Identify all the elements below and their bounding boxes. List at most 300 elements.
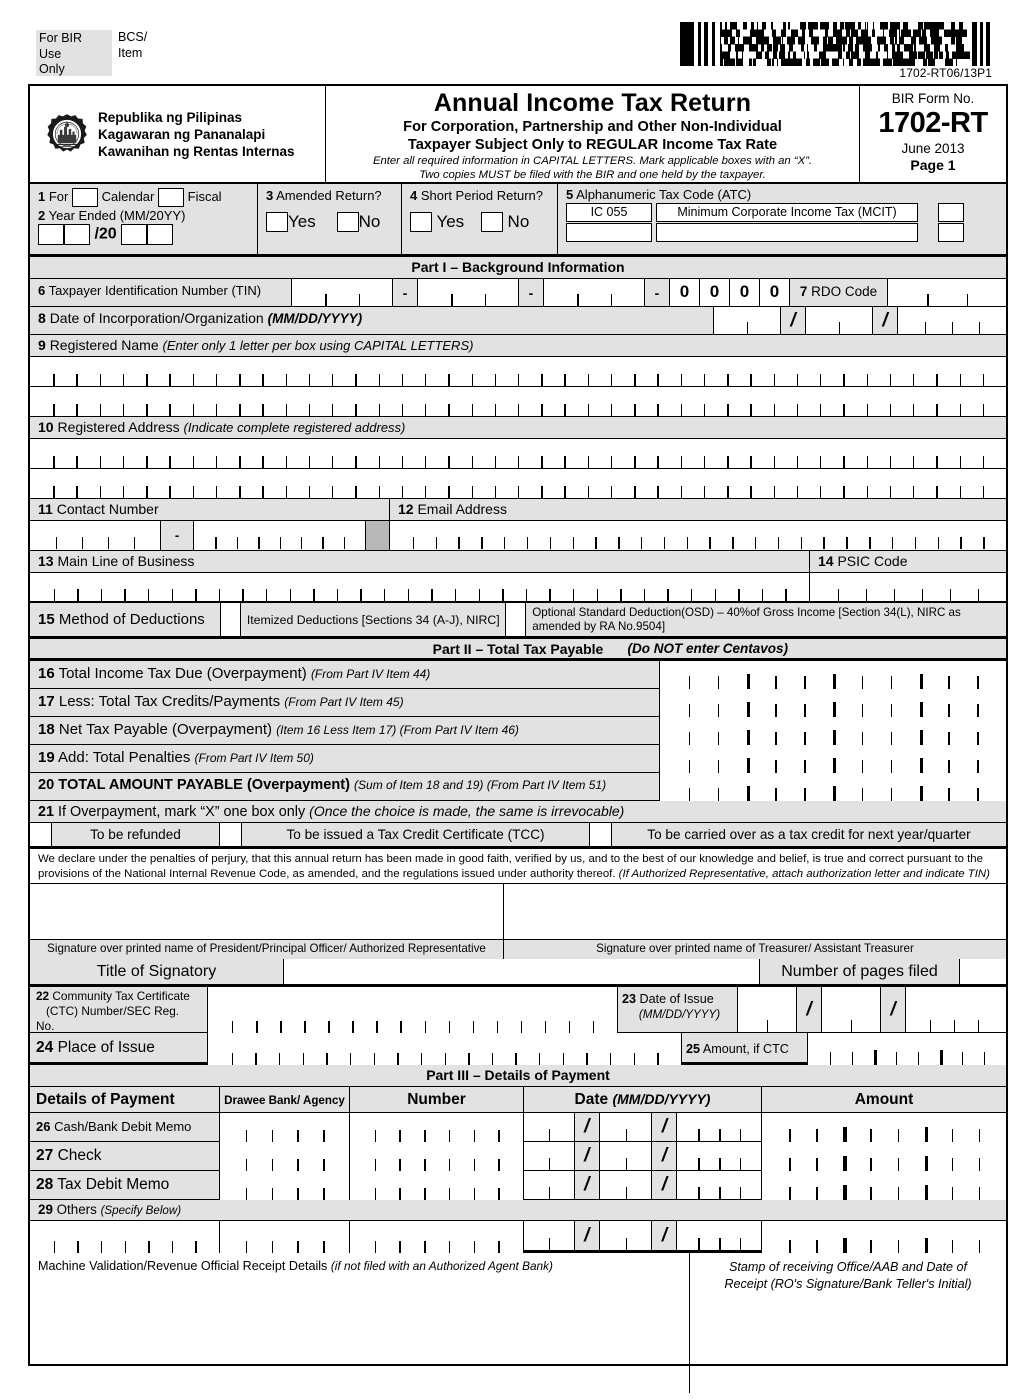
box-divider	[927, 294, 928, 306]
box-divider	[352, 1021, 353, 1033]
box-divider	[195, 1241, 196, 1253]
box-divider	[797, 486, 798, 498]
others-amount-strip[interactable]	[762, 1221, 1006, 1253]
footer-stamp-area	[30, 1253, 1006, 1393]
box-divider	[833, 758, 836, 773]
box-divider	[309, 456, 310, 468]
box-divider	[930, 1020, 931, 1032]
box-divider	[913, 404, 914, 416]
ctc-date-month[interactable]	[738, 987, 796, 1032]
item-15-row	[30, 603, 1006, 639]
item-13-label: Main Line of Business	[57, 553, 195, 569]
item-17-number: 17	[38, 693, 55, 710]
signature-captions-row	[30, 940, 1006, 959]
box-divider	[146, 486, 147, 498]
box-divider	[564, 486, 565, 498]
item-25-label-cell	[682, 1033, 808, 1062]
box-divider	[297, 1188, 298, 1200]
item-26-date-slash-1: /	[574, 1113, 600, 1141]
box-divider	[936, 486, 937, 498]
box-divider	[626, 1238, 627, 1250]
main-line-of-business-strip[interactable]	[30, 573, 810, 601]
refund-checkbox[interactable]	[30, 823, 52, 846]
box-divider	[518, 374, 519, 386]
box-divider	[424, 1241, 425, 1253]
item-27-date-day[interactable]	[600, 1142, 652, 1170]
form-no-value: 1702-RT	[878, 107, 988, 139]
item-18-amount-strip[interactable]	[660, 717, 1006, 745]
box-divider	[458, 537, 459, 549]
box-divider	[375, 1159, 376, 1171]
agency-line-2: Kagawaran ng Pananalapi	[98, 126, 266, 142]
item-28-number: 28	[36, 1176, 54, 1193]
item-26-amount-strip[interactable]	[762, 1113, 1006, 1142]
box-divider	[960, 404, 961, 416]
item-28-amount-strip[interactable]	[762, 1171, 1006, 1200]
box-divider	[564, 374, 565, 386]
col-date	[524, 1087, 762, 1112]
year-ended-yy-box-1[interactable]	[121, 224, 147, 245]
box-divider	[727, 486, 728, 498]
email-address-strip[interactable]	[390, 521, 1006, 549]
top-strip	[0, 0, 1035, 82]
item-18-reference: (Item 16 Less Item 17) (From Part IV Item 46)	[276, 723, 519, 737]
box-divider	[449, 1021, 450, 1033]
item-28-date-month[interactable]	[524, 1171, 574, 1199]
box-divider	[846, 537, 847, 549]
box-divider	[689, 732, 690, 745]
item-21-label-row	[30, 801, 1006, 823]
form-header	[30, 86, 1006, 184]
box-divider	[870, 1129, 871, 1142]
box-divider	[611, 404, 612, 416]
box-divider	[272, 1130, 273, 1142]
item-16-amount-strip[interactable]	[660, 661, 1006, 689]
amended-yes-checkbox[interactable]	[266, 212, 288, 232]
box-divider	[448, 486, 449, 498]
box-divider	[242, 589, 243, 601]
box-divider	[704, 374, 705, 386]
others-date-slash-1: /	[574, 1221, 600, 1250]
atc-code-input-1[interactable]: IC 055	[566, 203, 652, 222]
box-divider	[541, 374, 542, 386]
pages-filed-input[interactable]	[960, 959, 1006, 984]
item-12-label-cell	[390, 499, 1006, 520]
ctc-amount-strip[interactable]	[808, 1033, 1006, 1065]
box-divider	[644, 589, 645, 601]
contact-number-suffix[interactable]	[194, 521, 365, 549]
box-divider	[148, 1241, 149, 1253]
box-divider	[618, 537, 619, 549]
box-divider	[309, 404, 310, 416]
box-divider	[891, 704, 892, 717]
part-2-label-20	[30, 773, 660, 800]
others-date-year[interactable]	[677, 1221, 761, 1250]
box-divider	[816, 1240, 817, 1253]
part-2-row-17	[30, 689, 1006, 717]
box-divider	[979, 322, 980, 334]
registered-name-line-1[interactable]	[30, 357, 1006, 387]
box-divider	[913, 456, 914, 468]
box-divider	[193, 486, 194, 498]
box-divider	[915, 537, 916, 549]
item-4-label-row	[410, 188, 557, 203]
box-divider	[332, 486, 333, 498]
box-divider	[472, 374, 473, 386]
tin-group-3[interactable]	[544, 279, 644, 306]
short-period-yes-checkbox[interactable]	[410, 212, 432, 232]
box-divider	[750, 404, 751, 416]
item-26-bank-strip[interactable]	[220, 1113, 350, 1142]
box-divider	[355, 404, 356, 416]
box-divider	[778, 537, 779, 549]
box-divider	[481, 537, 482, 549]
ctc-date-slash-2: /	[880, 987, 906, 1032]
box-divider	[952, 1240, 953, 1253]
others-bank-strip[interactable]	[220, 1221, 350, 1253]
box-divider	[455, 589, 456, 601]
box-divider	[870, 1187, 871, 1200]
item-19-amount-strip[interactable]	[660, 745, 1006, 773]
item-4-options	[410, 212, 557, 232]
box-divider	[691, 589, 692, 601]
amended-no-checkbox[interactable]	[337, 212, 359, 232]
part-2-label-17	[30, 689, 660, 716]
box-divider	[732, 537, 733, 549]
incorporation-date-slash-2: /	[872, 307, 898, 334]
atc-description-1[interactable]: Minimum Corporate Income Tax (MCIT)	[656, 203, 918, 222]
item-8-number: 8	[38, 310, 46, 326]
col-date-text: Date	[574, 1091, 609, 1108]
box-divider	[719, 1158, 720, 1170]
item-22-label-cell	[30, 987, 208, 1032]
item-27-amount-strip[interactable]	[762, 1142, 1006, 1171]
box-divider	[611, 374, 612, 386]
atc-row-2	[566, 223, 1006, 242]
box-divider	[983, 537, 984, 549]
box-divider	[134, 537, 135, 549]
declaration-line-2: provisions of the National Internal Revenue Code, as amended, and the regulations issued under authority thereof.	[38, 867, 616, 880]
box-divider	[890, 456, 891, 468]
box-divider	[375, 1188, 376, 1200]
others-date-month[interactable]	[524, 1221, 574, 1250]
ctc-date-year[interactable]	[906, 987, 1002, 1032]
box-divider	[634, 404, 635, 416]
box-divider	[539, 1053, 540, 1065]
box-divider	[891, 760, 892, 773]
box-divider	[485, 294, 486, 306]
box-divider	[504, 537, 505, 549]
box-divider	[960, 456, 961, 468]
box-divider	[53, 456, 54, 468]
box-divider	[983, 456, 984, 468]
itemized-deductions-label: Itemized Deductions [Sections 34 (A-J), NIRC]	[241, 603, 506, 636]
box-divider	[172, 1241, 173, 1253]
box-divider	[498, 1159, 499, 1171]
box-divider	[954, 1020, 955, 1032]
item-28-date-year[interactable]	[677, 1171, 761, 1199]
box-divider	[925, 322, 926, 334]
box-divider	[100, 456, 101, 468]
box-divider	[549, 1129, 550, 1141]
item-20-reference: (Sum of Item 18 and 19) (From Part IV Item 51)	[354, 778, 607, 792]
box-divider	[922, 589, 923, 601]
bcs-item-label	[118, 30, 147, 61]
item-28-date-slash-1: /	[574, 1171, 600, 1199]
item-18-label: Net Tax Payable (Overpayment)	[58, 721, 273, 738]
signature-box-president[interactable]	[30, 884, 504, 939]
box-divider	[775, 704, 776, 717]
bir-use-line-1: For BIR	[39, 31, 83, 45]
incorporation-date-month[interactable]	[714, 307, 780, 334]
box-divider	[297, 1241, 298, 1253]
box-divider	[148, 589, 149, 601]
item-24-number: 24	[36, 1039, 54, 1056]
agency-names	[98, 109, 295, 160]
part-2-row-18	[30, 717, 1006, 745]
item-3-cell	[258, 184, 402, 254]
box-divider	[216, 374, 217, 386]
tin-branch-digit-4: 0	[760, 279, 790, 306]
others-date-slash-2: /	[651, 1221, 677, 1250]
box-divider	[689, 676, 690, 689]
part-2-banner-note: (Do NOT enter Centavos)	[627, 641, 788, 656]
osd-label: Optional Standard Deduction(OSD) – 40%of Gross Income [Section 34(L), NIRC as amended by RA No.9504]	[526, 603, 1006, 636]
box-divider	[125, 1241, 126, 1253]
item-27-date-group	[524, 1142, 762, 1170]
item-26-date-day[interactable]	[600, 1113, 652, 1141]
box-divider	[56, 537, 57, 549]
osd-checkbox[interactable]	[506, 603, 526, 636]
box-divider	[521, 1021, 522, 1033]
item-5-number: 5	[566, 187, 574, 202]
item-27-number-strip[interactable]	[350, 1142, 524, 1171]
registered-name-line-2[interactable]	[30, 387, 1006, 417]
item-12-number: 12	[398, 501, 414, 517]
title-of-signatory-input[interactable]	[284, 959, 760, 984]
box-divider	[549, 1187, 550, 1199]
box-divider	[983, 374, 984, 386]
item-27-bank-strip[interactable]	[220, 1142, 350, 1171]
box-divider	[262, 456, 263, 468]
signature-box-treasurer[interactable]	[504, 884, 1006, 939]
incorporation-date-year[interactable]	[898, 307, 1006, 334]
atc-code-input-2[interactable]	[566, 223, 652, 242]
item-8-row	[30, 307, 1006, 335]
item-20-amount-strip[interactable]	[660, 773, 1006, 801]
box-divider	[77, 1241, 78, 1253]
year-prefix: /20	[94, 225, 117, 243]
box-divider	[952, 1129, 953, 1142]
part-2-row-19	[30, 745, 1006, 773]
box-divider	[332, 456, 333, 468]
box-divider	[867, 456, 868, 468]
box-divider	[767, 1020, 768, 1032]
psic-code-strip[interactable]	[810, 573, 1006, 601]
box-divider	[573, 589, 574, 601]
col-drawee-bank: Drawee Bank/ Agency	[220, 1087, 350, 1112]
box-divider	[718, 732, 719, 745]
short-period-no-checkbox[interactable]	[481, 212, 503, 232]
box-divider	[862, 676, 863, 689]
box-divider	[775, 732, 776, 745]
part-2-label-16	[30, 661, 660, 688]
tin-group-2[interactable]	[418, 279, 518, 306]
box-divider	[797, 374, 798, 386]
calendar-checkbox[interactable]	[72, 188, 98, 207]
box-divider	[595, 537, 596, 549]
atc-checkbox-2[interactable]	[938, 223, 964, 242]
stamp-receiving-office-cell[interactable]	[690, 1253, 1006, 1393]
box-divider	[54, 1241, 55, 1253]
items-11-12-input-row	[30, 521, 1006, 551]
box-divider	[774, 404, 775, 416]
box-divider	[325, 294, 326, 306]
year-ended-mm-box-2[interactable]	[64, 224, 90, 245]
item-6-label: Taxpayer Identification Number (TIN)	[48, 283, 262, 298]
box-divider	[610, 1053, 611, 1065]
item-24-label-cell	[30, 1033, 208, 1062]
box-divider	[918, 1052, 919, 1065]
box-divider	[620, 589, 621, 601]
box-divider	[123, 486, 124, 498]
items-22-23-row	[30, 987, 1006, 1033]
form-no-label: BIR Form No.	[891, 91, 975, 106]
registered-address-line-1[interactable]	[30, 439, 1006, 469]
tin-group-1[interactable]	[292, 279, 392, 306]
box-divider	[328, 1021, 329, 1033]
box-divider	[549, 589, 550, 601]
item-28-number-strip[interactable]	[350, 1171, 524, 1200]
atc-description-2[interactable]	[656, 223, 918, 242]
year-ended-mm-box-1[interactable]	[38, 224, 64, 245]
box-divider	[843, 1238, 846, 1253]
box-divider	[376, 1021, 377, 1033]
part-2-label-18	[30, 717, 660, 744]
bcs-line-1: BCS/	[118, 30, 148, 44]
box-divider	[399, 1188, 400, 1200]
box-divider	[681, 404, 682, 416]
item-17-amount-strip[interactable]	[660, 689, 1006, 717]
item-25-label: Amount, if CTC	[702, 1042, 789, 1056]
incorporation-date-day[interactable]	[806, 307, 872, 334]
item-12-label: Email Address	[417, 501, 507, 517]
box-divider	[541, 404, 542, 416]
item-29-number: 29	[38, 1202, 53, 1217]
box-divider	[977, 704, 978, 717]
box-divider	[747, 786, 750, 801]
item-26-date-month[interactable]	[524, 1113, 574, 1141]
box-divider	[399, 1241, 400, 1253]
registered-address-line-2[interactable]	[30, 469, 1006, 499]
tcc-checkbox[interactable]	[220, 823, 242, 846]
box-divider	[76, 404, 77, 416]
item-27-date-month[interactable]	[524, 1142, 574, 1170]
box-divider	[216, 486, 217, 498]
box-divider	[498, 1130, 499, 1142]
box-divider	[146, 456, 147, 468]
box-divider	[727, 456, 728, 468]
fiscal-checkbox[interactable]	[158, 188, 184, 207]
box-divider	[266, 589, 267, 601]
for-bir-use-only-box	[36, 30, 112, 76]
carry-over-checkbox[interactable]	[590, 823, 612, 846]
atc-checkbox-1[interactable]	[938, 203, 964, 222]
item-2-label: Year Ended (MM/20YY)	[48, 208, 186, 223]
others-date-day[interactable]	[600, 1221, 652, 1250]
box-divider	[797, 404, 798, 416]
item-27-date-year[interactable]	[677, 1142, 761, 1170]
box-divider	[146, 404, 147, 416]
others-specify-strip[interactable]	[30, 1221, 220, 1253]
box-divider	[816, 1158, 817, 1171]
calendar-label: Calendar	[101, 188, 155, 204]
machine-validation-cell[interactable]	[30, 1253, 690, 1393]
box-divider	[925, 1156, 928, 1171]
item-10-number: 10	[38, 419, 54, 435]
tin-branch-digit-2: 0	[700, 279, 730, 306]
box-divider	[279, 1053, 280, 1065]
item-23-hint: (MM/DD/YYYY)	[638, 1008, 721, 1021]
itemized-deductions-checkbox[interactable]	[221, 603, 241, 636]
box-divider	[960, 486, 961, 498]
part-1-banner: Part I – Background Information	[30, 257, 1006, 279]
ctc-number-strip[interactable]	[208, 987, 618, 1033]
box-divider	[280, 537, 281, 549]
ctc-date-day[interactable]	[822, 987, 880, 1032]
box-divider	[53, 486, 54, 498]
item-26-number-strip[interactable]	[350, 1113, 524, 1142]
item-25-number: 25	[686, 1042, 701, 1056]
page-title: Annual Income Tax Return	[433, 89, 752, 117]
box-divider	[634, 1053, 635, 1065]
box-divider	[719, 1187, 720, 1199]
rdo-code-strip[interactable]	[888, 279, 1006, 306]
item-2-label-row	[38, 208, 251, 223]
box-divider	[719, 1129, 720, 1141]
others-number-strip[interactable]	[350, 1221, 524, 1253]
atc-row-1	[566, 203, 1006, 222]
item-22-label-line-2: (CTC) Number/SEC Reg.	[46, 1004, 180, 1018]
box-divider	[76, 374, 77, 386]
place-of-issue-strip[interactable]	[208, 1033, 682, 1065]
box-divider	[569, 1021, 570, 1033]
item-3-label-row	[266, 188, 401, 203]
box-divider	[839, 322, 840, 334]
bir-seal-icon	[46, 113, 88, 155]
item-26-date-year[interactable]	[677, 1113, 761, 1141]
subtitle-line-2: Taxpayer Subject Only to REGULAR Income Tax Rate	[407, 137, 778, 153]
item-28-date-day[interactable]	[600, 1171, 652, 1199]
box-divider	[913, 374, 914, 386]
item-1-row	[38, 188, 251, 207]
box-divider	[979, 1187, 980, 1200]
box-divider	[709, 537, 710, 549]
box-divider	[657, 486, 658, 498]
box-divider	[468, 1053, 469, 1065]
box-divider	[718, 676, 719, 689]
item-26-date-group	[524, 1113, 762, 1141]
year-ended-yy-box-2[interactable]	[147, 224, 173, 245]
item-28-bank-strip[interactable]	[220, 1171, 350, 1200]
instruction-line-2: Two copies MUST be filed with the BIR and one held by the taxpayer.	[419, 169, 766, 181]
item-24-label: Place of Issue	[57, 1039, 155, 1056]
box-divider	[747, 730, 750, 745]
box-divider	[936, 404, 937, 416]
contact-number-prefix[interactable]	[30, 521, 160, 549]
box-divider	[286, 486, 287, 498]
part-3-row-26	[30, 1113, 1006, 1142]
